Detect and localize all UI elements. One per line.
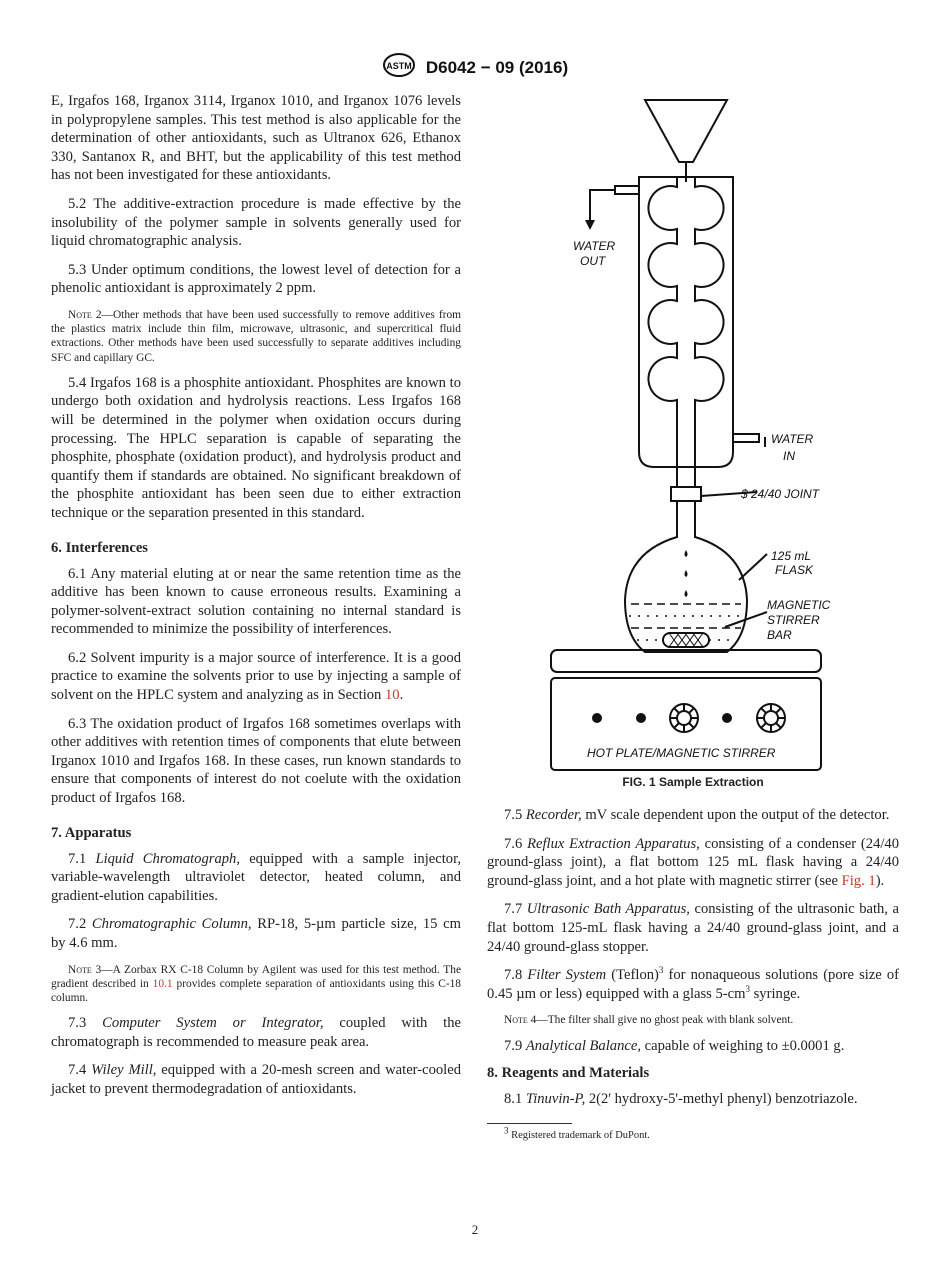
figure-1	[487, 92, 899, 792]
footnote-3: $^3$ Registered trademark of DuPont.	[504, 1125, 650, 1141]
label-flask-2: FLASK	[775, 563, 814, 577]
label-water-in-1: WATER	[771, 432, 814, 446]
paragraph-5-4: 5.4 Irgafos 168 is a phosphite antioxidant. Phosphites are known to undergo both oxidation and hydrolysis reactions. Less Irgafos 168 will be determined in the polymer when oxidation occurs during processing. The HPLC separation is capable of separating the phosphite, phosphate (oxidation product), and hydrolysis product and quantify them if standards are obtained. No significant breakdown of the phosphite antioxidant has been seen due to either extraction technique or the separation presented in this standard.	[51, 374, 461, 521]
paragraph-7-1: 7.1 Liquid Chromatograph, equipped with a sample injector, variable-wavelength ultraviolet detector, heated column, and gradient-elution capabilities.	[51, 850, 461, 904]
standard-designation: D6042 − 09 (2016)	[425, 57, 569, 77]
paragraph-7-6: 7.6 Reflux Extraction Apparatus, consisting of a condenser (24/40 ground-glass joint), a flat bottom 125 mL flask having a 24/40 ground-glass joint, and a hot plate with magnetic stirrer (see Fig. 1).	[487, 835, 900, 889]
label-water-out-2: OUT	[580, 254, 606, 268]
paragraph-5-1-cont: E, Irgafos 168, Irganox 3114, Irganox 1010, and Irganox 1076 levels in polypropylene samples. This test method is also applicable for the determination of other antioxidants, such as Ultranox 626, Ethanox 330, Santanox R, and BHT, but the applicability of this test method has not been investigated for these antioxidants.	[51, 93, 461, 184]
fig-1-link[interactable]: Fig. 1	[841, 872, 876, 889]
note-2: Note 2—Other methods that have been used successfully to remove additives from the plastics matrix include thin film, microwave, ultrasonic, and supercritical fluid extractions. Other methods have been used successfully to separate additives including SFC and capillary GC.	[51, 308, 461, 364]
page-number: 2	[471, 1222, 479, 1237]
label-stirrer-3: BAR	[767, 628, 792, 642]
right-column	[487, 806, 899, 1141]
sample-extraction-diagram	[487, 92, 899, 782]
paragraph-6-3: 6.3 The oxidation product of Irgafos 168 sometimes overlaps with other additives with retention times of components that elute between Irganox 1010 and Irgafos 168. In these cases, run known standards to ensure that components of interest do not coelute with the oxidation product of Irgafos 168.	[51, 715, 461, 807]
section-8-heading: 8. Reagents and Materials	[487, 1065, 650, 1082]
label-hot-plate: HOT PLATE/MAGNETIC STIRRER	[587, 746, 776, 760]
svg-text:ASTM: ASTM	[386, 61, 412, 71]
paragraph-7-3: 7.3 Computer System or Integrator, coupled with the chromatograph is recommended to measure peak area.	[51, 1015, 462, 1050]
paragraph-7-5: 7.5 Recorder, mV scale dependent upon the output of the detector.	[504, 807, 890, 823]
paragraph-6-1: 6.1 Any material eluting at or near the same retention time as the additive has been known to cause erroneous results. Examining a polymer-solvent-extract solution containing no internal standard is recommended to minimize the possibility of interferences.	[51, 565, 461, 638]
astm-logo	[382, 52, 416, 83]
paragraph-6-2: 6.2 Solvent impurity is a major source of interference. It is a good practice to examine the solvents prior to use by injecting a sample of solvent on the HPLC system and analyzing as in Section 10.	[51, 649, 461, 704]
section-10-link[interactable]: 10	[385, 687, 400, 704]
label-joint: $ 24/40 JOINT	[741, 487, 820, 501]
footnote-rule	[487, 1123, 572, 1124]
paragraph-7-4: 7.4 Wiley Mill, equipped with a 20-mesh screen and water-cooled jacket to prevent thermodegradation of antioxidants.	[51, 1062, 462, 1097]
paragraph-7-7: 7.7 Ultrasonic Bath Apparatus, consisting of the ultrasonic bath, a flat bottom 125-mL flask having a 24/40 ground-glass joint, and a 24/40 ground-glass stopper.	[487, 901, 899, 955]
note-4: Note 4—The filter shall give no ghost peak with blank solvent.	[504, 1014, 794, 1027]
label-water-out-1: WATER	[573, 239, 616, 253]
section-7-heading: 7. Apparatus	[51, 824, 132, 841]
paragraph-8-1: 8.1 Tinuvin-P, 2(2' hydroxy-5'-methyl phenyl) benzotriazole.	[504, 1091, 858, 1108]
page-header	[0, 52, 950, 82]
paragraph-7-9: 7.9 Analytical Balance, capable of weighing to ±0.0001 g.	[504, 1037, 845, 1054]
label-stirrer-2: STIRRER	[767, 613, 820, 627]
section-10-1-link[interactable]: 10.1	[152, 977, 173, 990]
left-column	[51, 92, 461, 1109]
paragraph-5-2: 5.2 The additive-extraction procedure is made effective by the insolubility of the polymer sample in solvents generally used for liquid chromatographic analysis.	[51, 195, 461, 250]
label-water-in-2: IN	[783, 449, 795, 463]
label-stirrer-1: MAGNETIC	[767, 598, 831, 612]
paragraph-7-2: 7.2 Chromatographic Column, RP-18, 5-µm particle size, 15 cm by 4.6 mm.	[51, 916, 461, 951]
section-6-heading: 6. Interferences	[51, 539, 148, 556]
paragraph-5-3: 5.3 Under optimum conditions, the lowest level of detection for a phenolic antioxidant is approximately 2 ppm.	[51, 261, 461, 297]
figure-caption: FIG. 1 Sample Extraction	[622, 775, 764, 789]
paragraph-7-8: 7.8 Filter System (Teflon)$^3$ for nonaqueous solutions (pore size of 0.45 µm or less) equipped with a glass $5-cm^3$ syringe.	[487, 965, 900, 1002]
note-3: Note 3—A Zorbax RX C-18 Column by Agilent was used for this test method. The gradient described in 10.1 provides complete separation of antioxidants using this C-18 column.	[51, 963, 461, 1004]
label-flask-1: 125 mL	[771, 549, 812, 563]
